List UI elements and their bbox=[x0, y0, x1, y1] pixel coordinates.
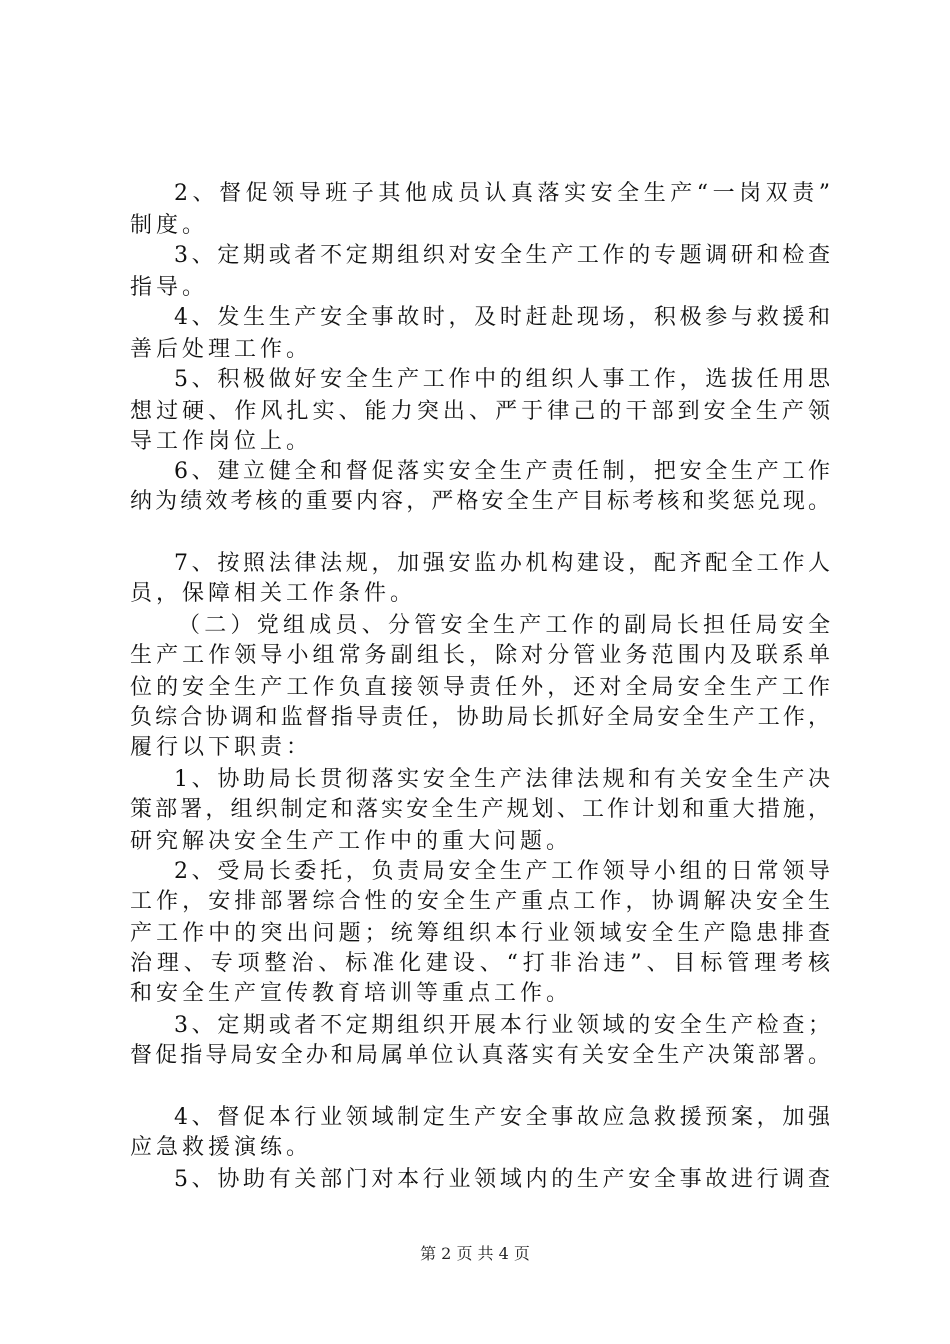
text-line: 2、督促领导班子其他成员认真落实安全生产“一岗双责” bbox=[174, 181, 830, 206]
text-line: 策部署，组织制定和落实安全生产规划、工作计划和重大措施， bbox=[130, 797, 830, 822]
text-line: 位的安全生产工作负直接领导责任外，还对全局安全生产工作 bbox=[130, 675, 830, 700]
text-line: 负综合协调和监督指导责任，协助局长抓好全局安全生产工作， bbox=[130, 705, 830, 730]
text-line: 4、督促本行业领域制定生产安全事故应急救援预案，加强 bbox=[174, 1105, 830, 1130]
text-line: 指导。 bbox=[130, 275, 209, 300]
text-line: 和安全生产宣传教育培训等重点工作。 bbox=[130, 981, 573, 1006]
text-line: 6、建立健全和督促落实安全生产责任制，把安全生产工作 bbox=[174, 459, 830, 484]
text-line: 员，保障相关工作条件。 bbox=[130, 581, 417, 606]
text-line: 7、按照法律法规，加强安监办机构建设，配齐配全工作人 bbox=[174, 551, 830, 576]
text-line: 应急救援演练。 bbox=[130, 1135, 313, 1160]
text-line: （二）党组成员、分管安全生产工作的副局长担任局安全 bbox=[178, 613, 830, 638]
text-line: 纳为绩效考核的重要内容，严格安全生产目标考核和奖惩兑现。 bbox=[130, 489, 830, 514]
text-line: 3、定期或者不定期组织对安全生产工作的专题调研和检查 bbox=[174, 243, 830, 268]
text-line: 研究解决安全生产工作中的重大问题。 bbox=[130, 829, 573, 854]
page-number-footer: 第 2 页 共 4 页 bbox=[420, 1244, 530, 1263]
text-line: 工作，安排部署综合性的安全生产重点工作，协调解决安全生 bbox=[130, 889, 830, 914]
text-line: 产工作中的突出问题；统筹组织本行业领域安全生产隐患排查 bbox=[130, 921, 830, 946]
text-line: 善后处理工作。 bbox=[130, 337, 313, 362]
text-line: 治理、专项整治、标准化建设、“打非治违”、目标管理考核 bbox=[130, 951, 830, 976]
text-line: 想过硬、作风扎实、能力突出、严于律己的干部到安全生产领 bbox=[130, 399, 830, 424]
text-line: 履行以下职责： bbox=[130, 735, 313, 760]
text-line: 2、受局长委托，负责局安全生产工作领导小组的日常领导 bbox=[174, 859, 830, 884]
text-line: 1、协助局长贯彻落实安全生产法律法规和有关安全生产决 bbox=[174, 767, 830, 792]
text-line: 制度。 bbox=[130, 213, 209, 238]
text-line: 5、协助有关部门对本行业领域内的生产安全事故进行调查 bbox=[174, 1167, 830, 1192]
text-line: 督促指导局安全办和局属单位认真落实有关安全生产决策部署。 bbox=[130, 1043, 830, 1068]
text-line: 5、积极做好安全生产工作中的组织人事工作，选拔任用思 bbox=[174, 367, 830, 392]
text-line: 4、发生生产安全事故时，及时赶赴现场，积极参与救援和 bbox=[174, 305, 830, 330]
text-line: 导工作岗位上。 bbox=[130, 429, 313, 454]
text-line: 3、定期或者不定期组织开展本行业领域的安全生产检查； bbox=[174, 1013, 830, 1038]
text-line: 生产工作领导小组常务副组长，除对分管业务范围内及联系单 bbox=[130, 643, 830, 668]
